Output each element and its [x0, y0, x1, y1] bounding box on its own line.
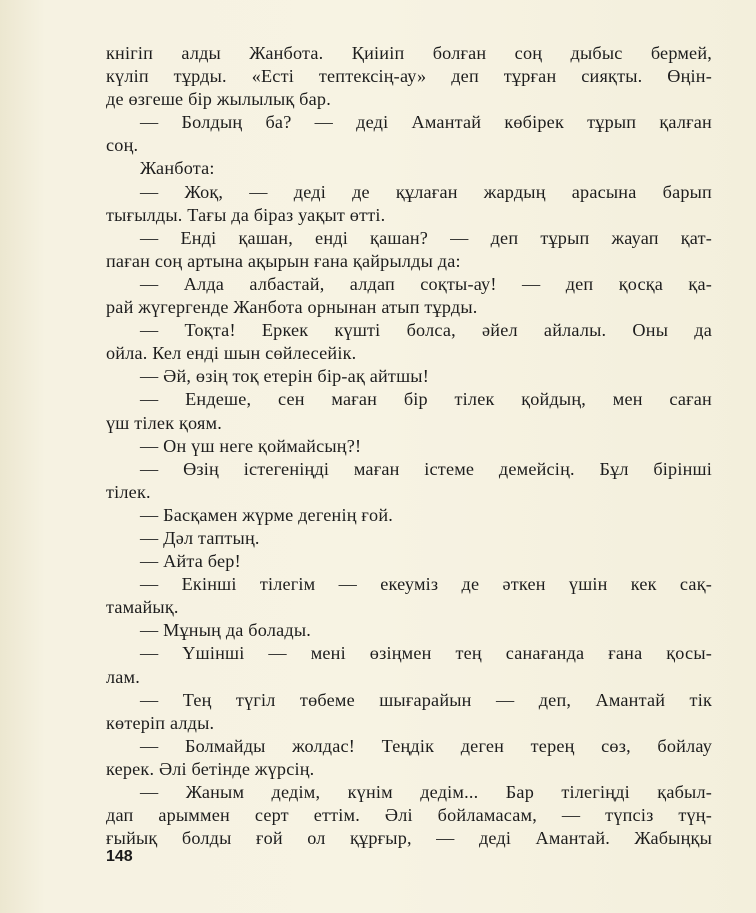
text-line: ойла. Кел енді шын сөйлесейік. [106, 343, 357, 364]
text-line: — Екінші тілегім — екеуміз де әткен үшін кек сақ- [140, 574, 712, 595]
text-line: — Басқамен жүрме дегенің ғой. [140, 504, 394, 525]
text-line: — Үшінші — мені өзіңмен тең санағанда ғана қосы- [140, 643, 712, 664]
text-line: Жанбота: [140, 158, 215, 179]
text-line: — Он үш неге қоймайсың?! [140, 435, 362, 456]
text-line: — Болдың ба? — деді Амантай көбірек тұрып қалған [140, 112, 712, 133]
text-line: соң. [106, 135, 139, 156]
text-line: тығылды. Тағы да біраз уақыт өтті. [106, 204, 386, 225]
text-line: көтеріп алды. [106, 712, 215, 733]
text-line: — Тоқта! Еркек күшті болса, әйел айлалы. Оны да [140, 320, 712, 341]
text-line: — Мұның да болады. [140, 620, 311, 641]
text-line: — Жоқ, — деді де құлаған жардың арасына барып [140, 181, 712, 202]
text-line: — Болмайды жолдас! Теңдік деген терең сөз, бойлау [140, 735, 712, 756]
text-line: — Тең түгіл төбеме шығарайын — деп, Амантай тік [140, 689, 712, 710]
text-line: керек. Әлі бетінде жүрсің. [106, 758, 315, 779]
text-line: — Әй, өзің тоқ етерін бір-ақ айтшы! [140, 366, 429, 387]
text-line: — Айта бер! [140, 551, 241, 572]
text-line: паған соң артына ақырын ғана қайрылды да: [106, 250, 461, 271]
text-line: кнігіп алды Жанбота. Қиіиіп болған соң дыбыс бермей, [106, 43, 712, 63]
text-line: рай жүгергенде Жанбота орнынан атып тұрды. [106, 297, 478, 318]
page-number: 148 [106, 848, 133, 865]
text-line: тамайық. [106, 597, 179, 618]
text-line: — Жаным дедім, күнім дедім... Бар тілегіңді қабыл- [140, 782, 712, 802]
text-line: үш тілек қоям. [106, 412, 222, 433]
text-line: тілек. [106, 481, 151, 502]
body-text [106, 42, 712, 850]
text-line: лам. [106, 666, 141, 687]
text-line: де өзгеше бір жылылық бар. [106, 89, 331, 110]
text-line: — Ендеше, сен маған бір тілек қойдың, мен саған [140, 389, 712, 410]
text-line: — Өзің істегеніңді маған істеме демейсің. Бұл бірінші [140, 458, 712, 479]
text-line: — Дәл таптың. [140, 527, 260, 548]
text-line: — Алда албастай, алдап соқты-ау! — деп қосқа қа- [140, 273, 712, 294]
text-line: дап арыммен серт еттім. Әлі бойламасам, — түпсіз түң- [106, 805, 712, 826]
text-line: ғыйық болды ғой ол құрғыр, — деді Амантай. Жабыңқы [106, 828, 712, 849]
text-line: күліп тұрды. «Есті тептексің-ау» деп тұрған сияқты. Өңін- [106, 66, 712, 87]
text-line: — Енді қашан, енді қашан? — деп тұрып жауап қат- [140, 227, 712, 248]
